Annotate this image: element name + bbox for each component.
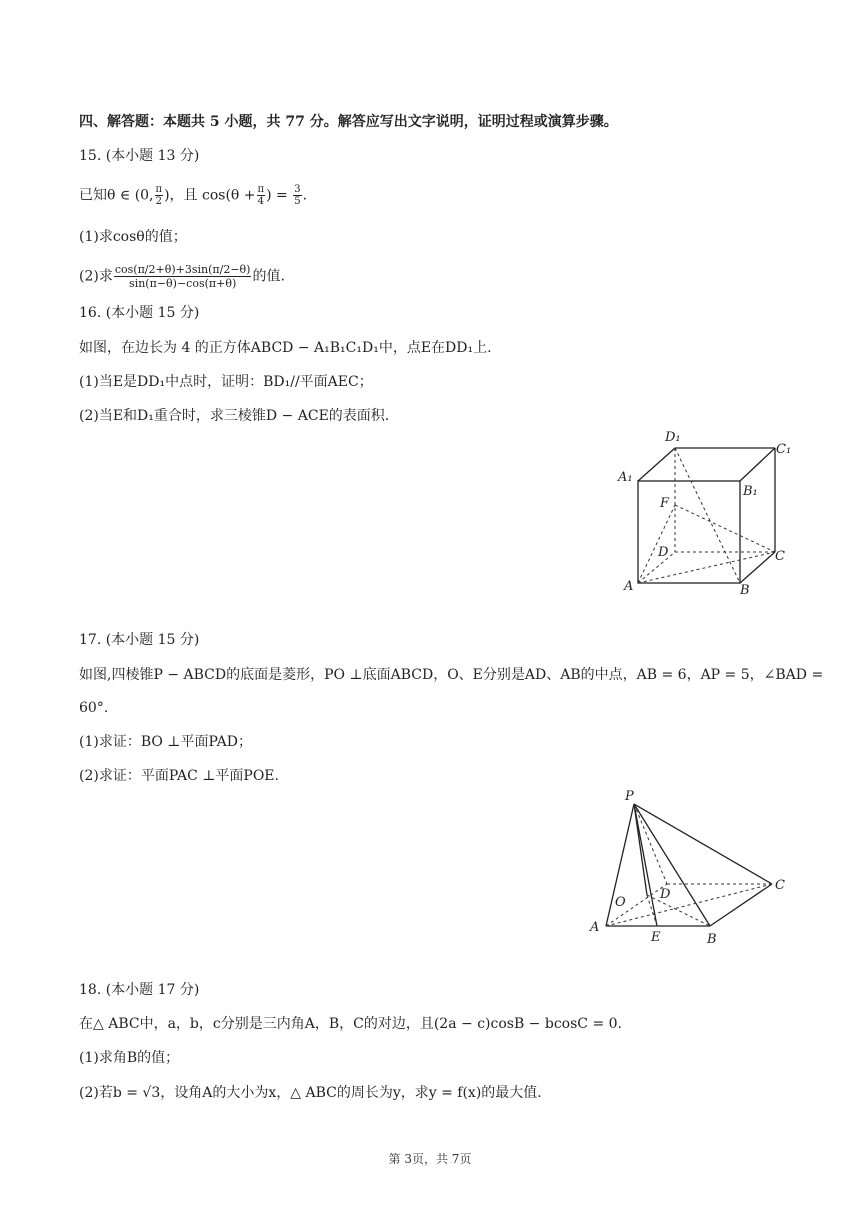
q15-part2-fraction: $\frac{\cos(\pi/2+\theta)+3\sin(\pi/2-\theta)}{\sin(\pi-\theta)-\cos(\pi+\theta)}$ — [114, 263, 251, 290]
label-b1: B₁ — [743, 484, 758, 499]
q16-part2: (2)当E和D₁重合时，求三棱锥D − ACE的表面积. — [79, 408, 390, 424]
label-f: F — [660, 496, 670, 511]
cube-edge-b1c1 — [740, 448, 775, 481]
label-d1: D₁ — [665, 430, 681, 445]
q18-header: 18. (本小题 17 分) — [79, 982, 200, 998]
cube-figure — [610, 425, 800, 600]
label-o: O — [615, 895, 626, 910]
q15-part2: (2)求 $\frac{\cos(\pi/2+\theta)+3\sin(\pi/2-\theta)}{\sin(\pi-\theta)-\cos(\pi+\theta)}$ 的值. — [79, 263, 285, 290]
q15-given-eq: ) = — [266, 187, 288, 204]
label-c: C — [775, 878, 785, 893]
q15-part1: (1)求cosθ的值； — [79, 229, 187, 245]
section-title: 四、解答题：本题共 5 小题，共 77 分。解答应写出文字说明，证明过程或演算步骤。 — [79, 114, 618, 130]
label-d: D — [660, 887, 671, 902]
label-a: A — [590, 920, 600, 935]
q15-frac-35: $\frac{3}{5}$ — [294, 184, 301, 207]
label-p: P — [625, 789, 634, 804]
label-c1: C₁ — [776, 442, 792, 457]
cube-edge-a1d1 — [638, 448, 675, 481]
q16-part1: (1)当E是DD₁中点时，证明：BD₁//平面AEC； — [79, 374, 373, 390]
pyramid-hidden-edges — [606, 804, 772, 926]
q18-part2: (2)若b = √3，设角A的大小为x，△ ABC的周长为y，求y = f(x)的最大值. — [79, 1085, 542, 1101]
q15-given-mid: )，且 cos(θ + — [164, 187, 256, 204]
q16-stem: 如图，在边长为 4 的正方体ABCD − A₁B₁C₁D₁中，点E在DD₁上. — [79, 340, 492, 356]
q15-frac-pi2: $\frac{\pi}{2}$ — [155, 184, 163, 207]
q15-header: 15. (本小题 13 分) — [79, 148, 200, 164]
q18-stem: 在△ ABC中，a，b，c分别是三内角A，B，C的对边，且(2a − c)cosB − bcosC = 0. — [79, 1016, 622, 1032]
label-b: B — [740, 583, 750, 598]
q17-part1: (1)求证：BO ⊥平面PAD； — [79, 734, 252, 750]
label-d: D — [658, 545, 669, 560]
q17-stem-line2: 60°. — [79, 700, 109, 716]
q15-frac-pi4: $\frac{\pi}{4}$ — [257, 184, 265, 207]
cube-front-face — [638, 481, 740, 583]
label-a: A — [624, 579, 634, 594]
q17-stem-line1: 如图,四棱锥P − ABCD的底面是菱形，PO ⊥底面ABCD，O、E分别是AD、AB的中点，AB = 6，AP = 5，∠BAD = — [79, 667, 824, 683]
q17-part2: (2)求证：平面PAC ⊥平面POE. — [79, 768, 279, 784]
q15-given-prefix: 已知θ ∈ (0, — [79, 187, 154, 204]
q18-part1: (1)求角B的值； — [79, 1050, 180, 1066]
label-c: C — [775, 549, 785, 564]
cube-edge-bc — [740, 552, 775, 583]
label-a1: A₁ — [618, 470, 633, 485]
q15-given: 已知θ ∈ (0, $\frac{\pi}{2}$ )，且 cos(θ + $\frac{\pi}{4}$ ) = $\frac{3}{5}$ . — [79, 184, 308, 207]
label-b: B — [707, 932, 717, 947]
q16-header: 16. (本小题 15 分) — [79, 305, 200, 321]
pyramid-visible-edges — [606, 804, 772, 926]
page-footer: 第 3页，共 7页 — [388, 1152, 472, 1166]
q17-header: 17. (本小题 15 分) — [79, 632, 200, 648]
label-e: E — [651, 930, 661, 945]
pyramid-figure — [585, 786, 795, 951]
